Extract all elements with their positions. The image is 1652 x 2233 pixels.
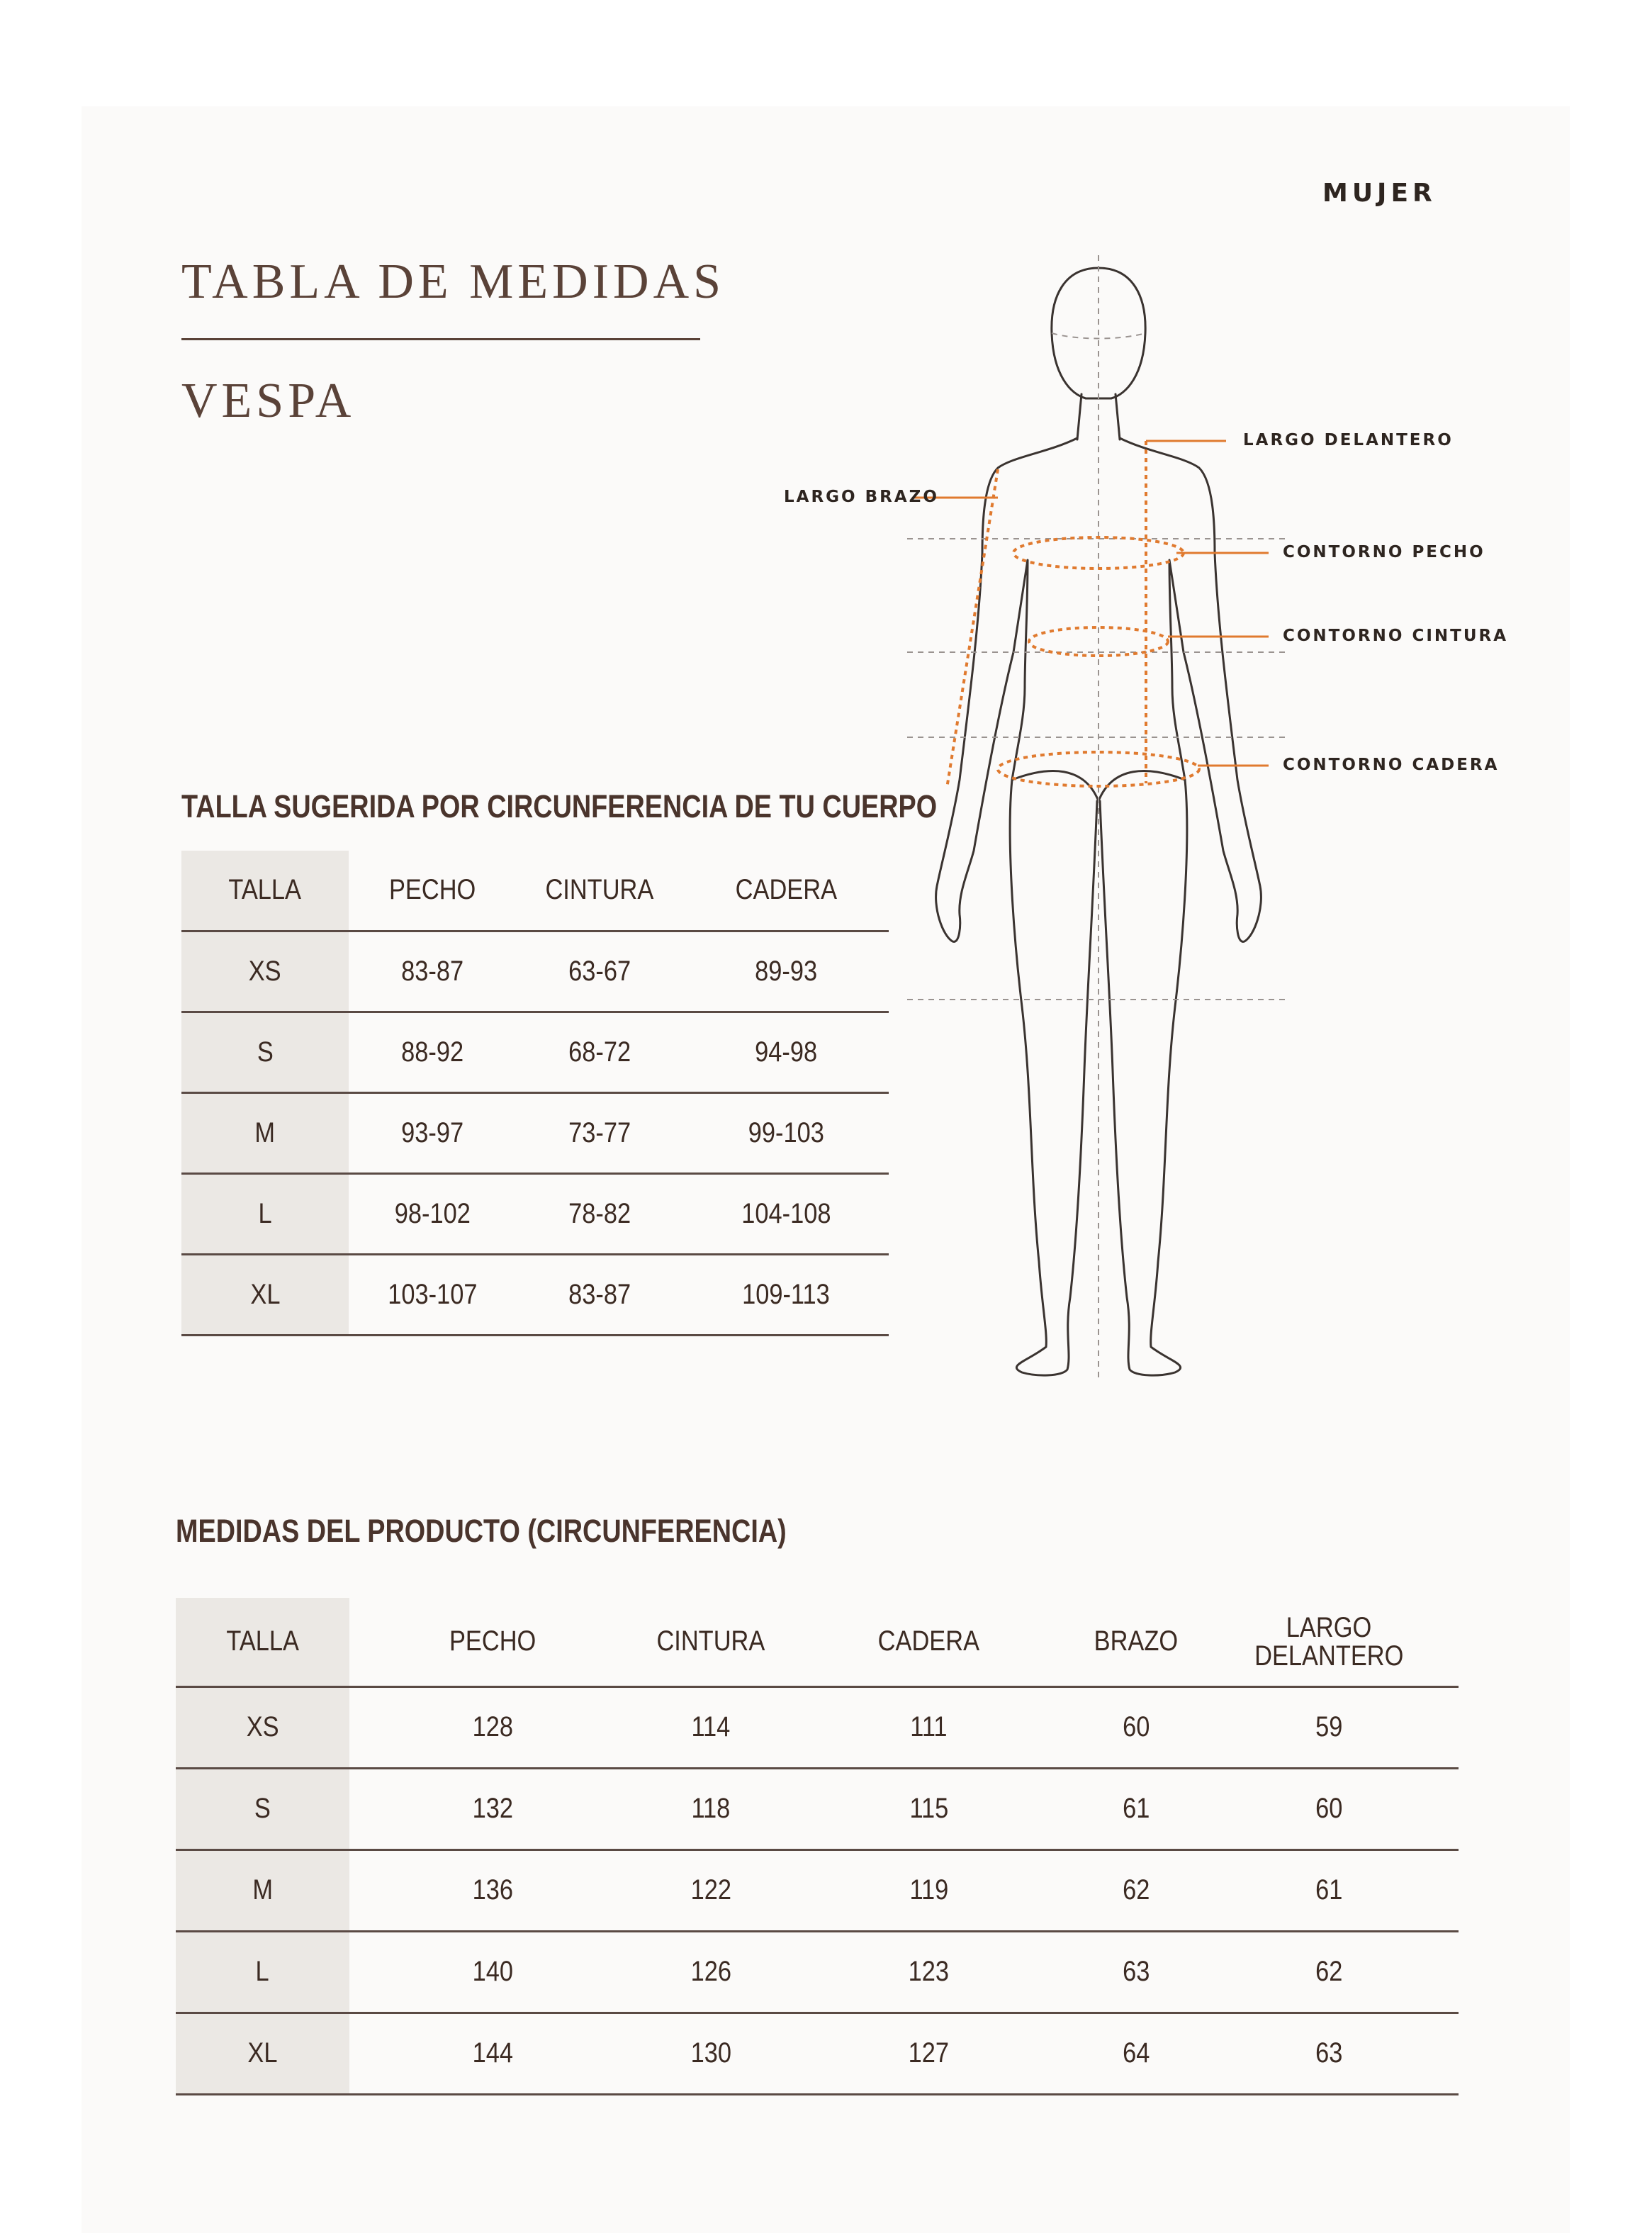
product-table-header-row xyxy=(176,1598,1459,1686)
label-contorno-cadera: CONTORNO CADERA xyxy=(1283,756,1500,774)
size-cell: XL xyxy=(181,1254,349,1335)
table-row xyxy=(176,1931,1459,2013)
product-name: VESPA xyxy=(181,374,356,428)
hip-cell: 109-113 xyxy=(683,1254,889,1335)
hip-cell: 99-103 xyxy=(683,1092,889,1173)
chest-cell: 144 xyxy=(349,2013,636,2094)
waist-cell: 130 xyxy=(636,2013,785,2094)
chest-cell: 93-97 xyxy=(349,1092,516,1173)
header-cadera: CADERA xyxy=(735,874,837,906)
table-row xyxy=(176,1768,1459,1849)
waist-cell: 78-82 xyxy=(516,1173,683,1254)
table-row xyxy=(176,2013,1459,2094)
waist-cell: 68-72 xyxy=(516,1012,683,1092)
arm-length-marker xyxy=(947,469,998,788)
hip-cell: 111 xyxy=(785,1686,1072,1768)
label-contorno-pecho: CONTORNO PECHO xyxy=(1283,543,1485,561)
waist-cell: 126 xyxy=(636,1931,785,2013)
hip-cell: 104-108 xyxy=(683,1173,889,1254)
header-largo-delantero: LARGO DELANTERO xyxy=(1254,1611,1404,1672)
table-row xyxy=(176,1686,1459,1768)
product-size-table xyxy=(176,1598,1459,2095)
body-table-title: TALLA SUGERIDA POR CIRCUNFERENCIA DE TU CUERPO xyxy=(181,788,938,824)
size-cell: XL xyxy=(176,2013,349,2094)
header-cadera: CADERA xyxy=(877,1625,980,1657)
front-length-cell: 62 xyxy=(1200,1931,1459,2013)
header-brazo: BRAZO xyxy=(1094,1625,1179,1657)
hip-cell: 115 xyxy=(785,1768,1072,1849)
body-figure-diagram xyxy=(900,255,1297,1382)
waist-cell: 83-87 xyxy=(516,1254,683,1335)
waist-cell: 63-67 xyxy=(516,931,683,1012)
chest-cell: 88-92 xyxy=(349,1012,516,1092)
arm-cell: 61 xyxy=(1072,1768,1200,1849)
chest-cell: 136 xyxy=(349,1849,636,1931)
chest-cell: 103-107 xyxy=(349,1254,516,1335)
table-row xyxy=(181,1254,889,1335)
size-cell: XS xyxy=(176,1686,349,1768)
hip-cell: 127 xyxy=(785,2013,1072,2094)
size-cell: S xyxy=(176,1768,349,1849)
table-row xyxy=(181,1173,889,1254)
arm-cell: 60 xyxy=(1072,1686,1200,1768)
size-cell: M xyxy=(181,1092,349,1173)
table-row xyxy=(181,931,889,1012)
hip-cell: 123 xyxy=(785,1931,1072,2013)
hip-cell: 89-93 xyxy=(683,931,889,1012)
table-row xyxy=(176,1849,1459,1931)
label-contorno-cintura: CONTORNO CINTURA xyxy=(1283,627,1509,645)
waist-cell: 118 xyxy=(636,1768,785,1849)
label-largo-delantero: LARGO DELANTERO xyxy=(1243,431,1454,449)
waist-cell: 73-77 xyxy=(516,1092,683,1173)
table-row xyxy=(181,1092,889,1173)
body-size-table xyxy=(181,851,889,1336)
header-cintura: CINTURA xyxy=(545,874,654,906)
front-length-cell: 63 xyxy=(1200,2013,1459,2094)
size-cell: XS xyxy=(181,931,349,1012)
title-divider xyxy=(181,338,700,340)
header-talla: TALLA xyxy=(176,1598,349,1686)
page-title: TABLA DE MEDIDAS xyxy=(181,254,726,309)
body-table-header-row xyxy=(181,851,889,931)
header-talla: TALLA xyxy=(181,851,349,931)
table-row xyxy=(181,1012,889,1092)
product-table-title: MEDIDAS DEL PRODUCTO (CIRCUNFERENCIA) xyxy=(176,1513,787,1549)
header-pecho: PECHO xyxy=(449,1625,536,1657)
header-pecho: PECHO xyxy=(388,874,476,906)
chest-cell: 140 xyxy=(349,1931,636,2013)
waist-cell: 122 xyxy=(636,1849,785,1931)
front-length-cell: 59 xyxy=(1200,1686,1459,1768)
chest-cell: 132 xyxy=(349,1768,636,1849)
arm-cell: 62 xyxy=(1072,1849,1200,1931)
chest-cell: 83-87 xyxy=(349,931,516,1012)
arm-cell: 63 xyxy=(1072,1931,1200,2013)
label-largo-brazo: LARGO BRAZO xyxy=(784,488,939,506)
size-cell: S xyxy=(181,1012,349,1092)
hip-cell: 94-98 xyxy=(683,1012,889,1092)
hip-cell: 119 xyxy=(785,1849,1072,1931)
size-cell: L xyxy=(181,1173,349,1254)
header-cintura: CINTURA xyxy=(656,1625,765,1657)
waist-cell: 114 xyxy=(636,1686,785,1768)
size-cell: L xyxy=(176,1931,349,2013)
chest-cell: 128 xyxy=(349,1686,636,1768)
front-length-cell: 61 xyxy=(1200,1849,1459,1931)
front-length-cell: 60 xyxy=(1200,1768,1459,1849)
size-cell: M xyxy=(176,1849,349,1931)
chest-cell: 98-102 xyxy=(349,1173,516,1254)
gender-label: MUJER xyxy=(1322,179,1437,208)
arm-cell: 64 xyxy=(1072,2013,1200,2094)
